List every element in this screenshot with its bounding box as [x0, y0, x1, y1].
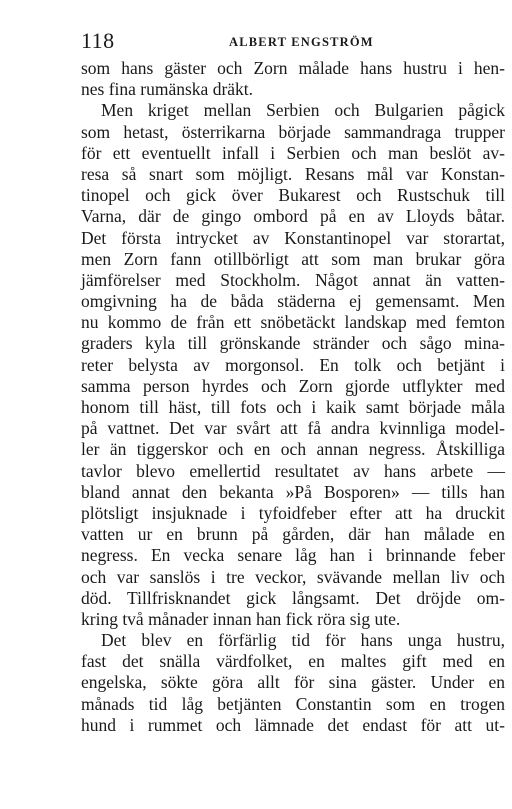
text-line: reter belysta av morgonsol. En tolk och betjänt i: [81, 354, 505, 375]
text-line: på vattnet. Det var svårt att få andra kvinnliga model-: [81, 418, 505, 439]
text-line: kring två månader innan han fick röra sig ute.: [81, 608, 401, 629]
text-line: samma person hyrdes och Zorn gjorde utflykter med: [81, 375, 505, 396]
text-line: månads tid låg betjänten Constantin som en trogen: [81, 693, 505, 714]
text-line: vatten ur en brunn på gården, där han målade en: [81, 524, 505, 545]
text-line: graders kyla till grönskande stränder och sågo mina-: [81, 333, 505, 354]
page-number: 118: [81, 28, 115, 53]
text-line: resa så snart som möjligt. Resans mål var Konstan-: [81, 163, 505, 184]
text-line: som hetast, österrikarna började sammandraga trupper: [81, 121, 505, 142]
text-line: död. Tillfrisknandet gick långsamt. Det dröjde om-: [81, 587, 505, 608]
text-line: som hans gäster och Zorn målade hans hustru i hen-: [81, 58, 505, 78]
running-head: ALBERT ENGSTRÖM: [229, 35, 374, 49]
text-line: och var sanslös i tre veckor, svävande mellan liv och: [81, 566, 505, 587]
text-line: Det blev en förfärlig tid för hans unga hustru,: [101, 630, 505, 651]
body-text: [81, 58, 505, 736]
text-line: jämförelser med Stockholm. Något annat än vatten-: [81, 269, 505, 290]
text-line: Det första intrycket av Konstantinopel var storartat,: [81, 227, 505, 248]
text-line: Men kriget mellan Serbien och Bulgarien pågick: [101, 100, 505, 121]
text-line: plötsligt insjuknade i tyfoidfeber efter att ha druckit: [81, 502, 505, 523]
text-line: nes fina rumänska dräkt.: [81, 79, 254, 100]
text-line: engelska, sökte göra allt för sina gäster. Under en: [81, 672, 505, 693]
text-line: tavlor blevo emellertid resultatet av hans arbete —: [81, 460, 505, 481]
text-line: negress. En vecka senare låg han i brinnande feber: [81, 545, 505, 566]
text-line: bland annat den bekanta »På Bosporen» — tills han: [81, 481, 505, 502]
text-line: ler än tiggerskor och en och annan negress. Åtskilliga: [81, 439, 505, 460]
text-line: men Zorn fann otillbörligt att som man brukar göra: [81, 248, 505, 269]
text-line: tinopel och gick över Bukarest och Rustschuk till: [81, 185, 505, 206]
text-line: omgivning ha de båda städerna ej gemensamt. Men: [81, 291, 505, 312]
text-line: Varna, där de gingo ombord på en av Lloyds båtar.: [81, 206, 505, 227]
text-line: fast det snälla värdfolket, en maltes gift med en: [81, 651, 505, 672]
text-line: nu kommo de från ett snöbetäckt landskap med femton: [81, 312, 505, 333]
page-header: [81, 30, 505, 52]
text-line: hund i rummet och lämnade det endast för att ut-: [81, 714, 505, 735]
text-line: honom till häst, till fots och i kaik samt började måla: [81, 397, 505, 417]
text-line: för ett eventuellt infall i Serbien och man beslöt av-: [81, 142, 505, 163]
